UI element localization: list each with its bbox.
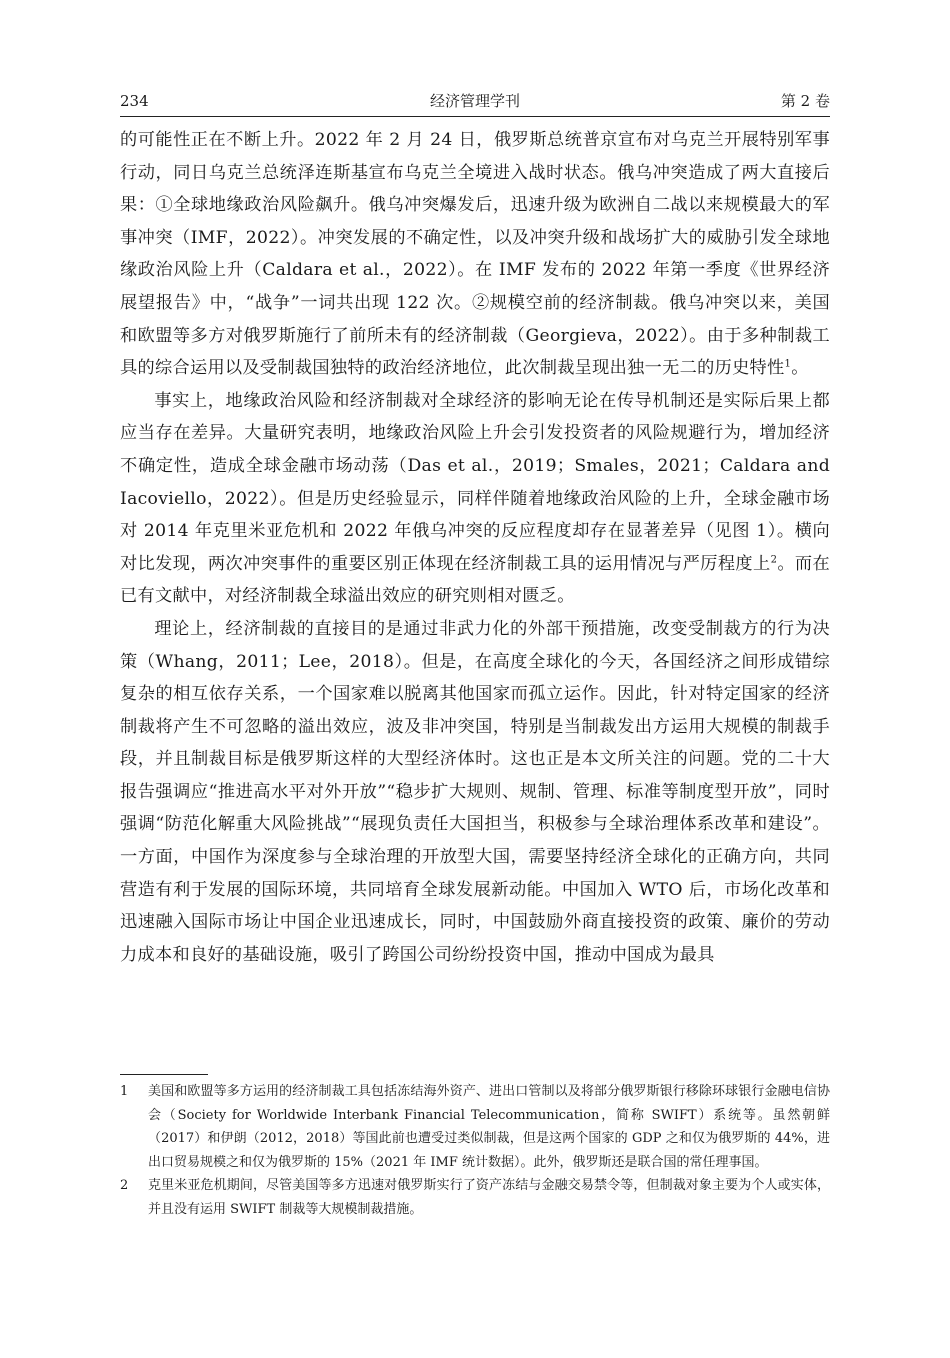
- paragraph-1-tail: 。: [791, 358, 809, 379]
- footnote-ref-2[interactable]: 2: [770, 553, 778, 565]
- footnote-2-number: 2: [120, 1178, 129, 1193]
- footnote-rule: [120, 1074, 208, 1075]
- footnotes: [120, 1080, 830, 1221]
- footnote-1-text: 美国和欧盟等多方运用的经济制裁工具包括冻结海外资产、进出口管制以及将部分俄罗斯银行移除环球银行金融电信协会（Society for Worldwide Interbank Financial Telecommunication，简称 SWIFT）系统等。虽然朝鲜（2017）和伊朗（2012，2018）等国此前也遭受过类似制裁，但是这两个国家的 GDP 之和仅为俄罗斯的 44%，进出口贸易规模之和仅为俄罗斯的 15%（2021 年 IMF 统计数据）。此外，俄罗斯还是联合国的常任理事国。: [148, 1084, 830, 1170]
- paragraph-3-text: 理论上，经济制裁的直接目的是通过非武力化的外部干预措施，改变受制裁方的行为决策（Whang，2011；Lee，2018）。但是，在高度全球化的今天，各国经济之间形成错综复杂的相互依存关系，一个国家难以脱离其他国家而孤立运作。因此，针对特定国家的经济制裁将产生不可忽略的溢出效应，波及非冲突国，特别是当制裁发出方运用大规模的制裁手段，并且制裁目标是俄罗斯这样的大型经济体时。这也正是本文所关注的问题。党的二十大报告强调应“推进高水平对外开放”“稳步扩大规则、规制、管理、标准等制度型开放”，同时强调“防范化解重大风险挑战”“展现负责任大国担当，积极参与全球治理体系改革和建设”。一方面，中国作为深度参与全球治理的开放型大国，需要坚持经济全球化的正确方向，共同营造有利于发展的国际环境，共同培育全球发展新动能。中国加入 WTO 后，市场化改革和迅速融入国际市场让中国企业迅速成长，同时，中国鼓励外商直接投资的政策、廉价的劳动力成本和良好的基础设施，吸引了跨国公司纷纷投资中国，推动中国成为最具: [120, 618, 831, 965]
- volume-label: 第 2 卷: [780, 92, 830, 110]
- paragraph-2-text: 事实上，地缘政治风险和经济制裁对全球经济的影响无论在传导机制还是实际后果上都应当存在差异。大量研究表明，地缘政治风险上升会引发投资者的风险规避行为，增加经济不确定性，造成全球金融市场动荡（Das et al.，2019；Smales，2021；Caldara and Iacoviello，2022）。但是历史经验显示，同样伴随着地缘政治风险的上升，全球金融市场对 2014 年克里米亚危机和 2022 年俄乌冲突的反应程度却存在显著差异（见图 1）。横向对比发现，两次冲突事件的重要区别正体现在经济制裁工具的运用情况与严厉程度上: [120, 390, 830, 574]
- body-text: [120, 124, 830, 971]
- running-header: [120, 88, 830, 118]
- paragraph-1-text: 的可能性正在不断上升。2022 年 2 月 24 日，俄罗斯总统普京宣布对乌克兰开展特别军事行动，同日乌克兰总统泽连斯基宣布乌克兰全境进入战时状态。俄乌冲突造成了两大直接后果：①全球地缘政治风险飙升。俄乌冲突爆发后，迅速升级为欧洲自二战以来规模最大的军事冲突（IMF，2022）。冲突发展的不确定性，以及冲突升级和战场扩大的威胁引发全球地缘政治风险上升（Caldara et al.，2022）。在 IMF 发布的 2022 年第一季度《世界经济展望报告》中，“战争”一词共出现 122 次。②规模空前的经济制裁。俄乌冲突以来，美国和欧盟等多方对俄罗斯施行了前所未有的经济制裁（Georgieva，2022）。由于多种制裁工具的综合运用以及受制裁国独特的政治经济地位，此次制裁呈现出独一无二的历史特性: [120, 130, 830, 379]
- paragraph-2: [120, 385, 830, 613]
- paragraph-2-tail: 。而在已有文献中，对经济制裁全球溢出效应的研究则相对匮乏。: [120, 553, 830, 607]
- header-rule: [120, 116, 830, 117]
- footnote-2-text: 克里米亚危机期间，尽管美国等多方迅速对俄罗斯实行了资产冻结与金融交易禁令等，但制裁对象主要为个人或实体，并且没有运用 SWIFT 制裁等大规模制裁措施。: [148, 1178, 830, 1217]
- page-number: 234: [120, 92, 149, 110]
- footnote-ref-1[interactable]: 1: [784, 358, 792, 370]
- footnote-1: [120, 1080, 830, 1174]
- paragraph-3: [120, 613, 830, 972]
- paragraph-1: [120, 124, 830, 385]
- journal-title: 经济管理学刊: [429, 92, 520, 110]
- footnote-1-number: 1: [120, 1084, 129, 1099]
- footnote-2: [120, 1174, 830, 1221]
